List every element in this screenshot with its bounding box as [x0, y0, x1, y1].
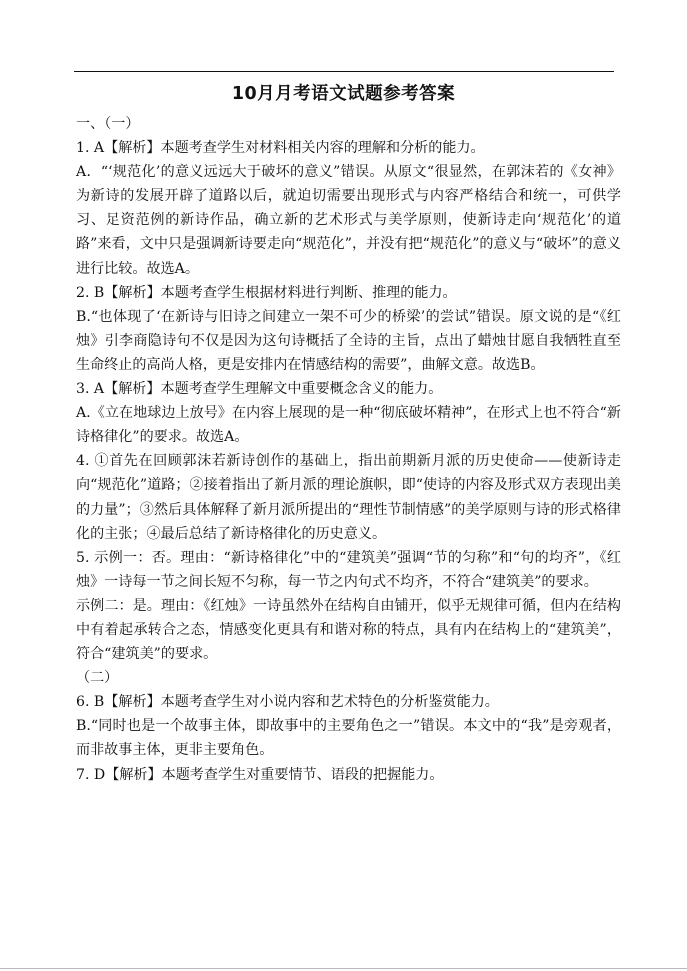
document-title: 10月月考语文试题参考答案 — [231, 84, 456, 104]
answer-6-heading: 6. B【解析】本题考查学生对小说内容和艺术特色的分析鉴赏能力。 — [76, 694, 499, 711]
answer-1-heading: 1. A【解析】本题考查学生对材料相关内容的理解和分析的能力。 — [76, 140, 485, 157]
header-rule — [74, 71, 614, 72]
answer-body — [76, 112, 621, 787]
answer-5-example-1: 5. 示例一：否。理由：“新诗格律化”中的“建筑美”强调“节的匀称”和“句的均齐”，《红烛》一诗每一节之间长短不匀称，每一节之内句式不均齐，不符合“建筑美”的要求。 — [76, 549, 621, 590]
answer-3-explanation: A.《立在地球边上放号》在内容上展现的是一种“彻底破坏精神”，在形式上也不符合“新诗格律化”的要求。故选A。 — [76, 405, 621, 446]
answer-5-example-2: 示例二：是。理由：《红烛》一诗虽然外在结构自由铺开，似乎无规律可循，但内在结构中有着起承转合之态，情感变化更具有和谐对称的特点，具有内在结构上的“建筑美”，符合“建筑美”的要求。 — [76, 597, 621, 663]
answer-3-heading: 3. A【解析】本题考查学生理解文中重要概念含义的能力。 — [76, 381, 443, 398]
answer-1-explanation: A．“‘规范化’的意义远远大于破坏的意义”错误。从原文“很显然，在郭沫若的《女神》为新诗的发展开辟了道路以后，就迫切需要出现形式与内容严格结合和统一，可供学习、足资范例的新诗作品，确立新的艺术形式与美学原则，使新诗走向‘规范化’的道路”来看，文中只是强调新诗要走向“规范化”，并没有把“规范化”的意义与“破坏”的意义进行比较。故选A。 — [76, 164, 621, 277]
answer-7-heading: 7. D【解析】本题考查学生对重要情节、语段的把握能力。 — [76, 766, 444, 783]
section-heading-2: （二） — [76, 670, 119, 687]
answer-2-explanation: B.“也体现了‘在新诗与旧诗之间建立一架不可少的桥梁’的尝试”错误。原文说的是“《红烛》引李商隐诗句不仅是因为这句诗概括了全诗的主旨，点出了蜡烛甘愿自我牺牲直至生命终止的高尚人格，更是安排内在情感结构的需要”，曲解文意。故选B。 — [76, 308, 621, 373]
answer-2-heading: 2. B【解析】本题考查学生根据材料进行判断、推理的能力。 — [76, 284, 457, 301]
section-heading-1: 一、（一） — [76, 116, 140, 132]
answer-4: 4. ①首先在回顾郭沫若新诗创作的基础上，指出前期新月派的历史使命——使新诗走向“规范化”道路；②接着指出了新月派的理论旗帜，即“使诗的内容及形式双方表现出美的力量”；③然后具体解释了新月派所提出的“理性节制情感”的美学原则与诗的形式格律化的主张；④最后总结了新诗格律化的历史意义。 — [76, 453, 621, 542]
answer-6-explanation: B.“同时也是一个故事主体，即故事中的主要角色之一”错误。本文中的“我”是旁观者，而非故事主体，更非主要角色。 — [76, 718, 621, 759]
page-bottom-edge — [0, 968, 687, 969]
